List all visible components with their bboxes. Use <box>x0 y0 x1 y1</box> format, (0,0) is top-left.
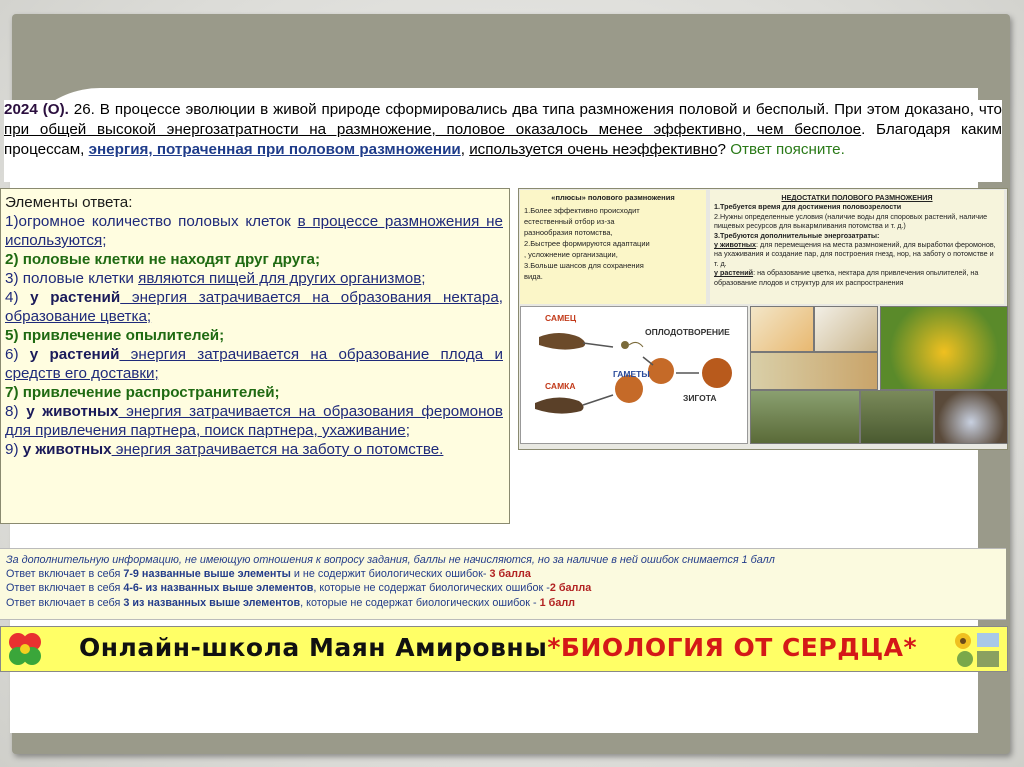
deer-herd-photo <box>750 390 860 444</box>
answer-item-6: 6) у растений энергия затрачивается на образование плода и средств его доставки; <box>5 346 503 382</box>
advantages-box <box>520 190 706 304</box>
scoring-note-line-4: Ответ включает в себя 3 из названных выше элементов, которые не содержат биологических ошибок - 1 балл <box>6 596 576 609</box>
scoring-note-line-3: Ответ включает в себя 4-6- из названных выше элементов, которые не содержат биологических ошибок -2 балла <box>6 582 592 595</box>
scoring-note <box>0 548 1006 620</box>
scoring-note-line-1: За дополнительную информацию, не имеющую отношения к вопросу задания, баллы не начисляются, но за наличие в ней ошибок снимается 1 балл <box>6 554 775 566</box>
footer-title: Онлайн-школа Маян Амировны*БИОЛОГИЯ ОТ СЕРДЦА* <box>79 633 918 662</box>
female-newt-icon <box>535 397 584 413</box>
answer-item-1: 1)огромное количество половых клеток в процессе размножения не используются; <box>5 213 503 249</box>
footer-banner <box>0 626 1008 672</box>
bee-flower-photo <box>880 306 1008 390</box>
question-number: 2024 (О). <box>4 101 69 118</box>
advantages-heading: «плюсы» полового размножения <box>551 193 675 202</box>
animal-photo <box>860 390 934 444</box>
answer-item-8: 8) у животных энергия затрачивается на образования феромонов для привлечения партнера, поиск партнера, ухаживание; <box>5 403 503 439</box>
disadvantages-heading: НЕДОСТАТКИ ПОЛОВОГО РАЗМНОЖЕНИЯ <box>781 193 933 202</box>
male-label: САМЕЦ <box>545 313 577 323</box>
nature-logo-icon <box>951 629 1003 669</box>
answer-item-2: 2) половые клетки не находят друг друга; <box>5 251 321 268</box>
disadvantages-box: НЕДОСТАТКИ ПОЛОВОГО РАЗМНОЖЕНИЯ 1.Требуется время для достижения половозрелости 2.Нужны определенные условия (наличие воды для споровых растений, наличие пищевых ресурсов для выкармливания потомства и т. д.) 3.Требуются дополнительные энергозатраты: у животных: для перемещения на места размножений, для выработки феромонов, на ухаживания и создание пар, для построения гнезд, нор, на заботу о потомстве и т. д. у растений: на образование цветка, нектара для привлечения опылителей, на образование плодов и структур для их распространения <box>710 190 1004 304</box>
zygote-label: ЗИГОТА <box>683 393 717 403</box>
advantages-line: 3.Больше шансов для сохранения <box>524 261 644 270</box>
male-newt-icon <box>539 333 585 350</box>
question-text: 2024 (О). 26. В процессе эволюции в живой природе сформировались два типа размножения половой и бесполый. При этом доказано, что при общей высокой энергозатратности на размножение, половое оказалось менее эффективно, чем бесполое. Благодаря каким процессам, энергия, потраченная при половом размножении, используется очень неэффективно? Ответ поясните. <box>4 100 1002 182</box>
reproduction-diagram <box>520 306 748 444</box>
flower-photo-1 <box>750 306 814 352</box>
answer-item-9: 9) у животных энергия затрачивается на заботу о потомстве. <box>5 441 444 458</box>
answer-elements-box: Элементы ответа: 1)огромное количество половых клеток в процессе размножения не используются; 2) половые клетки не находят друг друга; 3) половые клетки являются пищей для других организмов; 4) у растений энергия затрачивается на образования нектара, образование цветка; 5) привлечение опылителей; 6) у растений энергия затрачивается на образование плода и средств его доставки; 7) привлечение распространителей; 8) у животных энергия затрачивается на образования феромонов для привлечения партнера, поиск партнера, ухаживание; 9) у животных энергия затрачивается на заботу о потомстве. <box>0 188 510 524</box>
heart-clover-logo-icon <box>5 629 45 669</box>
fertilized-egg-icon <box>648 358 674 384</box>
answer-item-4: 4) у растений энергия затрачивается на образования нектара, образование цветка; <box>5 289 503 325</box>
advantages-line: разнообразия потомства, <box>524 228 613 237</box>
sperm-icon <box>621 341 629 349</box>
seeds-photo <box>814 306 878 352</box>
advantages-line: вида. <box>524 272 543 281</box>
answer-title: Элементы ответа <box>5 194 129 211</box>
egg-icon <box>615 375 643 403</box>
deer-pheromone-photo <box>750 352 878 390</box>
answer-item-5: 5) привлечение опылителей; <box>5 327 225 344</box>
female-label: САМКА <box>545 381 576 391</box>
scoring-note-line-2: Ответ включает в себя 7-9 названные выше элементы и не содержит биологических ошибок- 3 балла <box>6 568 531 581</box>
advantages-line: , усложнение организации, <box>524 250 618 259</box>
gametes-label: ГАМЕТЫ <box>613 369 650 379</box>
advantages-line: естественный отбор из-за <box>524 217 615 226</box>
nest-photo <box>934 390 1008 444</box>
fertilization-label: ОПЛОДОТВОРЕНИЕ <box>645 327 730 337</box>
advantages-line: 2.Быстрее формируются адаптации <box>524 239 650 248</box>
advantages-line: 1.Более эффективно происходит <box>524 206 640 215</box>
zygote-icon <box>702 358 732 388</box>
answer-item-3: 3) половые клетки являются пищей для других организмов; <box>5 270 426 287</box>
answer-item-7: 7) привлечение распространителей; <box>5 384 280 401</box>
